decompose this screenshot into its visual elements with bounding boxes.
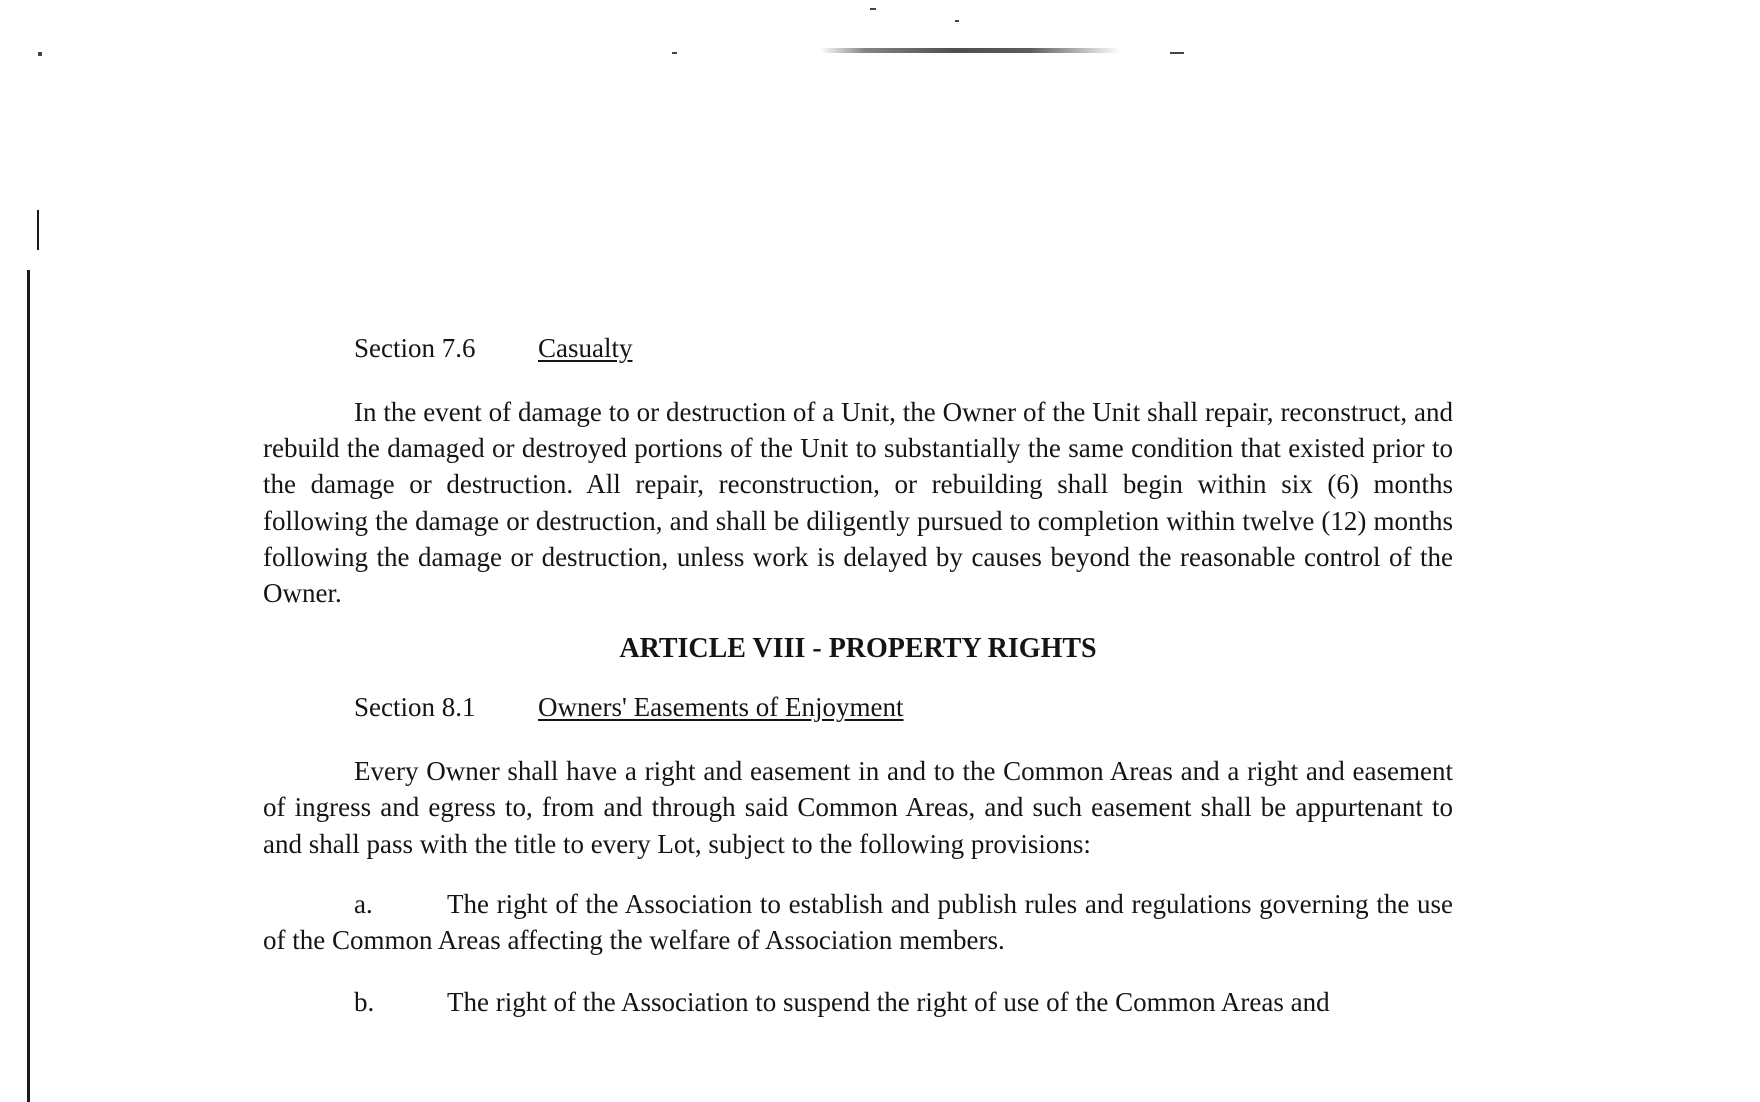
section-number: Section 7.6 — [354, 333, 476, 363]
scan-speck — [955, 20, 959, 22]
left-scan-edge-upper — [37, 210, 39, 250]
section-8-1-heading — [263, 689, 1453, 725]
list-item-text: The right of the Association to suspend the right of use of the Common Areas and — [447, 987, 1330, 1018]
list-item-marker: a. — [354, 888, 373, 919]
document-content — [263, 330, 1453, 1020]
article-viii-heading: ARTICLE VIII - PROPERTY RIGHTS — [619, 633, 1097, 665]
list-item — [263, 984, 1453, 1020]
list-item — [263, 886, 1453, 958]
left-scan-edge — [27, 270, 30, 1102]
section-7-6-body: In the event of damage to or destruction of a Unit, the Owner of the Unit shall repair, reconstruct, and rebuild the damaged or destroyed portions of the Unit to substantially the same condition that existed prior to the damage or destruction. All repair, reconstruction, or rebuilding shall begin within six (6) months following the damage or destruction, and shall be diligently pursued to completion within twelve (12) months following the damage or destruction, unless work is delayed by causes beyond the reasonable control of the Owner. — [263, 397, 1453, 609]
list-item-marker: b. — [354, 987, 375, 1018]
scan-speck — [38, 52, 42, 56]
section-title: Casualty — [538, 333, 633, 363]
section-7-6-heading — [263, 330, 1453, 366]
scan-speck — [1170, 52, 1184, 54]
section-8-1-body: Every Owner shall have a right and easement in and to the Common Areas and a right and easement of ingress and egress to, from and through said Common Areas, and such easement shall be appurtenant to and shall pass with the title to every Lot, subject to the following provisions: — [263, 756, 1453, 859]
section-title: Owners' Easements of Enjoyment — [538, 692, 904, 723]
section-number: Section 8.1 — [354, 692, 476, 723]
top-scan-smudge — [820, 48, 1120, 53]
scan-speck — [672, 52, 677, 54]
list-item-text: The right of the Association to establish and publish rules and regulations governing the use of the Common Areas affecting the welfare of Association members. — [263, 888, 1453, 956]
scan-speck — [870, 8, 876, 10]
